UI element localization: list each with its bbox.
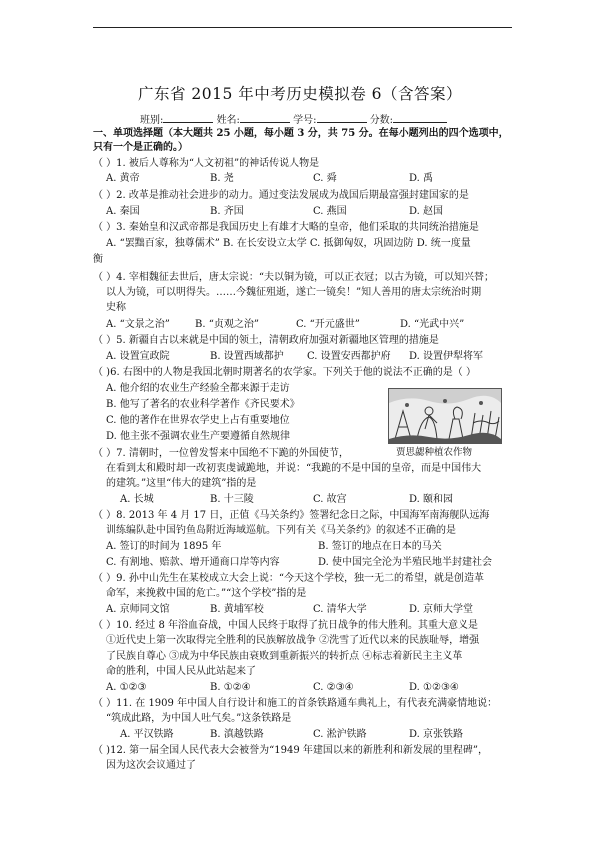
q4-option-d[interactable]: D. “光武中兴” <box>400 319 465 330</box>
class-label: 班别: <box>140 115 164 126</box>
question-10-cont-2: 了民族自尊心 ③成为中华民族由衰败到重新振兴的转折点 ④标志着新民主主义革 <box>106 651 463 662</box>
q6-option-d[interactable]: D. 他主张不强调农业生产要遵循自然规律 <box>106 431 291 442</box>
question-12-cont: 因为这次会议通过了 <box>106 760 196 771</box>
q11-option-a[interactable]: A. 平汉铁路 <box>120 729 174 740</box>
q8-option-b[interactable]: B. 签订的地点在日本的马关 <box>318 541 442 552</box>
question-4: （ ）4. 宰相魏征去世后，唐太宗说：“夫以铜为镜，可以正衣冠；以古为镜，可以知兴替； <box>93 272 495 283</box>
q11-option-d[interactable]: D. 京张铁路 <box>409 729 464 740</box>
question-9: （ ）9. 孙中山先生在某校成立大会上说：“今天这个学校，独一无二的希望，就是创造革 <box>93 573 485 584</box>
farming-illustration <box>388 388 502 444</box>
question-7: （ ）7. 清朝时，一位曾发誓来中国绝不下跪的外国使节， <box>93 448 349 459</box>
question-3: （ ）3. 秦始皇和汉武帝都是我国历史上有雄才大略的皇帝，他们采取的共同统治措施是 <box>93 222 479 233</box>
q6-option-c[interactable]: C. 他的著作在世界农学史上占有重要地位 <box>106 415 290 426</box>
q1-option-c[interactable]: C. 舜 <box>313 173 337 184</box>
q9-option-a[interactable]: A. 京师同文馆 <box>106 604 170 615</box>
q1-option-a[interactable]: A. 黄帝 <box>106 173 140 184</box>
section-heading-cont: 只有一个是正确的。） <box>93 142 188 153</box>
q5-option-a[interactable]: A. 设置宣政院 <box>106 351 170 362</box>
q3-options-cont: 衡 <box>93 254 103 265</box>
q11-option-c[interactable]: C. 淞沪铁路 <box>313 729 367 740</box>
q1-option-d[interactable]: D. 禹 <box>409 173 434 184</box>
question-10: （ ）10. 经过 8 年浴血奋战，中国人民终于取得了抗日战争的伟大胜利。其重大意义是 <box>93 620 478 631</box>
question-11: （ ）11. 在 1909 年中国人自行设计和施工的首条铁路通车典礼上，有代表充满豪情地说： <box>93 698 498 709</box>
q10-option-c[interactable]: C. ②③④ <box>313 682 354 693</box>
name-field[interactable] <box>240 113 290 123</box>
q7-option-a[interactable]: A. 长城 <box>120 494 154 505</box>
question-12: （ )12. 第一届全国人民代表大会被誉为“1949 年建国以来的新胜利和新发展的里程碑”， <box>93 745 489 756</box>
q1-option-b[interactable]: B. 尧 <box>210 173 234 184</box>
q3-options[interactable]: A. “罢黜百家，独尊儒术” B. 在长安设立太学 C. 抵御匈奴，巩固边防 D. 统一度量 <box>106 238 471 249</box>
question-7-cont-1: 在看到太和殿时却一改初衷虔诚跪地，并说：“我跪的不是中国的皇帝，而是中国伟大 <box>106 463 482 474</box>
question-10-cont-3: 命的胜利，中国人民从此站起来了 <box>106 666 256 677</box>
q8-option-a[interactable]: A. 签订的时间为 1895 年 <box>106 541 222 552</box>
question-4-cont-1: 以人为镜，可以明得失。……今魏征殂逝，遂亡一镜矣！”知人善用的唐太宗统治时期 <box>106 287 482 298</box>
student-info-row <box>140 111 447 126</box>
score-field[interactable] <box>393 113 447 123</box>
question-6: （ )6. 右图中的人物是我国北朝时期著名的农学家。下列关于他的说法不正确的是（ ） <box>93 367 476 378</box>
question-1: （ ）1. 被后人尊称为“人文初祖”的神话传说人物是 <box>93 158 320 169</box>
name-label: 姓名: <box>216 115 240 126</box>
q2-option-b[interactable]: B. 齐国 <box>210 206 244 217</box>
illustration-caption: 贾思勰种植农作物 <box>396 447 473 458</box>
top-rule <box>93 27 512 28</box>
q6-option-b[interactable]: B. 他写了著名的农业科学著作《齐民要术》 <box>106 399 300 410</box>
question-11-cont: “筑成此路，为中国人吐气矣。”这条铁路是 <box>106 713 292 724</box>
q10-option-d[interactable]: D. ①②③④ <box>409 682 459 693</box>
q10-option-b[interactable]: B. ①②④ <box>210 682 251 693</box>
question-5: （ ）5. 新疆自古以来就是中国的领土，清朝政府加强对新疆地区管理的措施是 <box>93 335 439 346</box>
q6-option-a[interactable]: A. 他介绍的农业生产经验全都来源于走访 <box>106 383 290 394</box>
class-field[interactable] <box>163 113 213 123</box>
q5-option-d[interactable]: D. 设置伊犁将军 <box>409 351 484 362</box>
q4-option-c[interactable]: C. “开元盛世” <box>296 319 360 330</box>
q7-option-c[interactable]: C. 故宫 <box>313 494 347 505</box>
q4-option-b[interactable]: B. “贞观之治” <box>195 319 259 330</box>
id-label: 学号: <box>293 115 317 126</box>
question-10-cont-1: ①近代史上第一次取得完全胜利的民族解放战争 ②洗雪了近代以来的民族耻辱，增强 <box>106 635 480 646</box>
q9-option-d[interactable]: D. 京师大学堂 <box>409 604 474 615</box>
question-8-cont: 训练编队赴中国钓鱼岛附近海域巡航。下列有关《马关条约》的叙述不正确的是 <box>106 525 456 536</box>
id-field[interactable] <box>317 113 367 123</box>
question-7-cont-2: 的建筑。”这里“伟大的建筑”指的是 <box>106 478 257 489</box>
q8-option-c[interactable]: C. 有割地、赔款、增开通商口岸等内容 <box>106 557 280 568</box>
q10-option-a[interactable]: A. ①②③ <box>106 682 147 693</box>
q4-option-a[interactable]: A. “文景之治” <box>106 319 170 330</box>
question-8: （ ）8. 2013 年 4 月 17 日，正值《马关条约》签署纪念日之际，中国海军南海舰队远海 <box>93 510 490 521</box>
section-heading: 一、单项选择题（本大题共 25 小题，每小题 3 分，共 75 分。在每小题列出的四个选项中， <box>93 128 509 139</box>
q9-option-b[interactable]: B. 黄埔军校 <box>210 604 264 615</box>
q8-option-d[interactable]: D. 使中国完全沦为半殖民地半封建社会 <box>318 557 493 568</box>
question-9-cont: 命军，来挽救中国的危亡。”“这个学校”指的是 <box>106 588 307 599</box>
q2-option-d[interactable]: D. 赵国 <box>409 206 444 217</box>
question-4-cont-2: 史称 <box>106 302 126 313</box>
q9-option-c[interactable]: C. 清华大学 <box>313 604 367 615</box>
q5-option-b[interactable]: B. 设置西域都护 <box>210 351 284 362</box>
q7-option-b[interactable]: B. 十三陵 <box>210 494 254 505</box>
q7-option-d[interactable]: D. 颐和园 <box>409 494 454 505</box>
question-2: （ ）2. 改革是推动社会进步的动力。通过变法发展成为战国后期最富强封建国家的是 <box>93 190 469 201</box>
score-label: 分数: <box>369 115 394 126</box>
page-title: 广东省 2015 年中考历史模拟卷 6（含答案） <box>137 85 463 103</box>
q5-option-c[interactable]: C. 设置安西都护府 <box>307 351 391 362</box>
q2-option-c[interactable]: C. 燕国 <box>313 206 347 217</box>
q2-option-a[interactable]: A. 秦国 <box>106 206 140 217</box>
farming-illustration-drawing <box>389 389 501 443</box>
q11-option-b[interactable]: B. 滇越铁路 <box>210 729 264 740</box>
